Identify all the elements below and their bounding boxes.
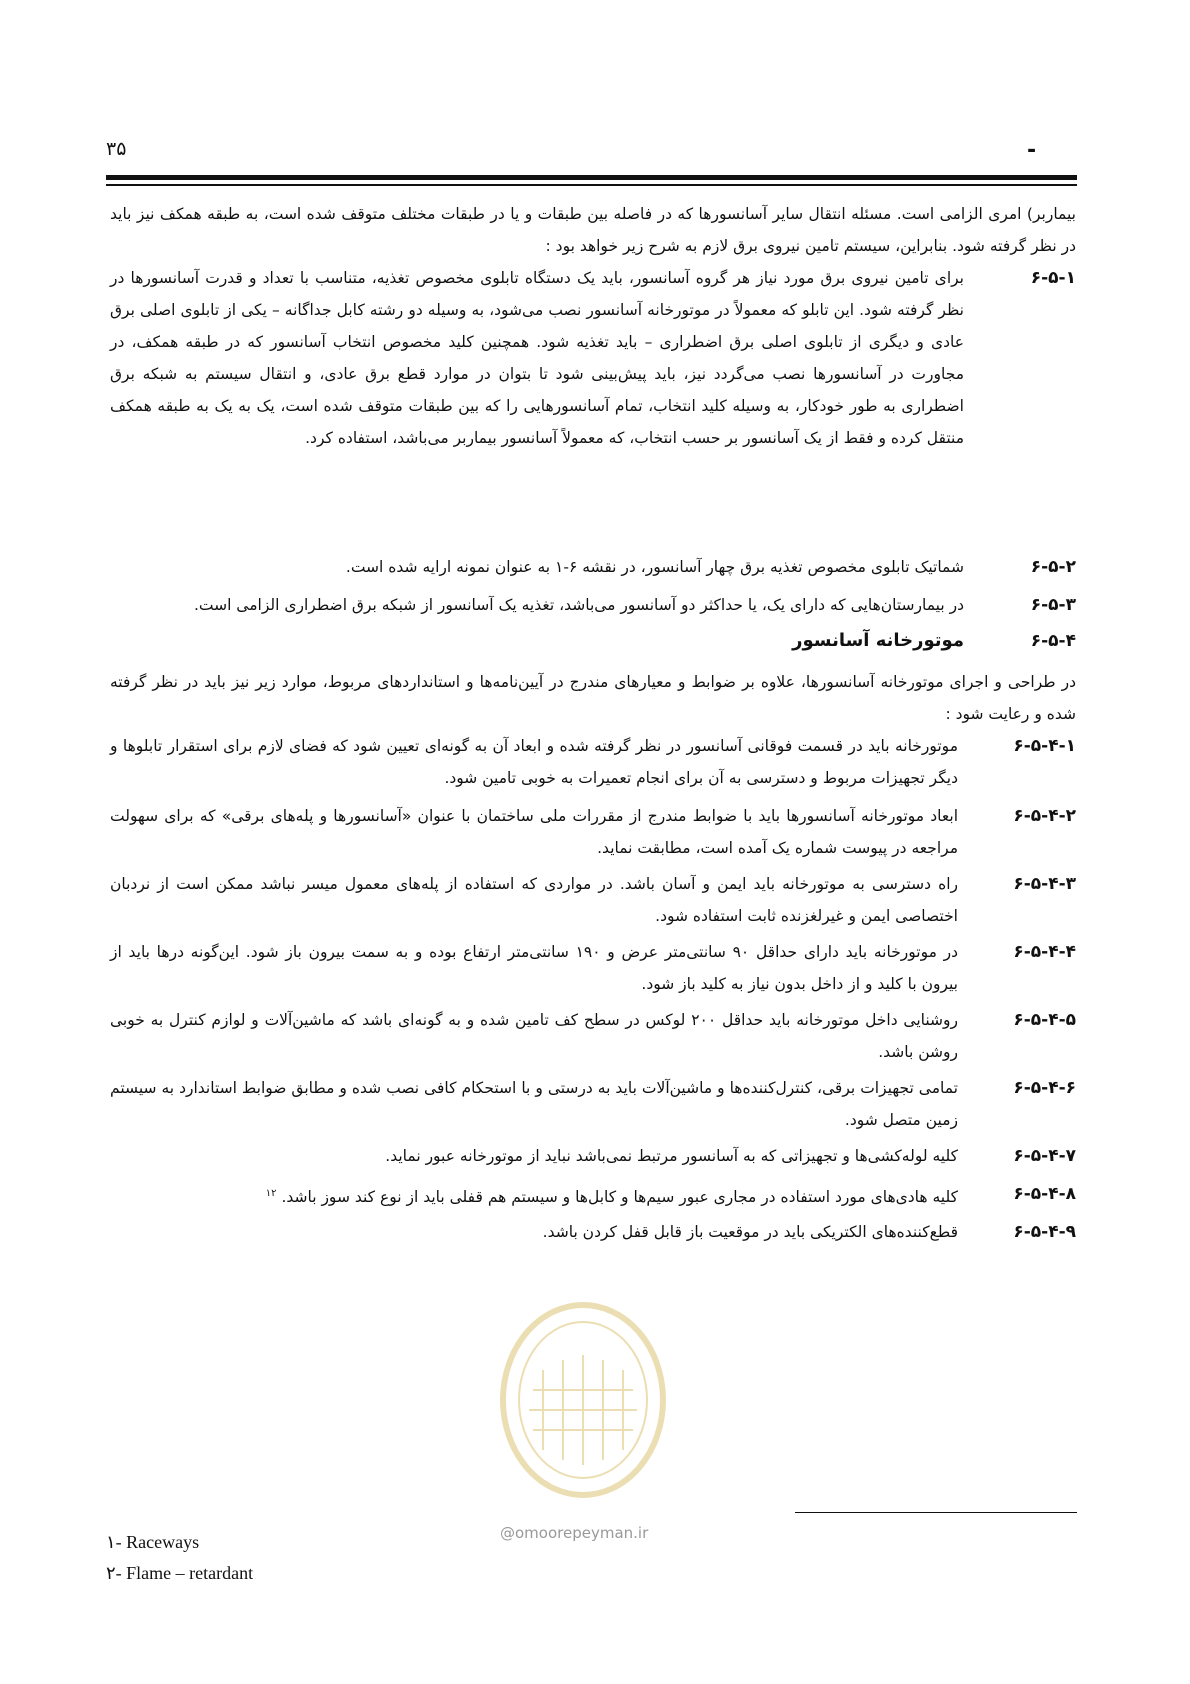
- subitem-9: [110, 1216, 1076, 1248]
- subitem-6: [110, 1072, 1076, 1136]
- item-text: ابعاد موتورخانه آسانسورها باید با ضوابط مندرج از مقررات ملی ساختمان با عنوان «آسانسورها و پله‌های برقی» که برای سهولت مراجعه در پیوست شماره یک آمده است، مطابقت نماید.: [110, 807, 958, 857]
- item-number: ۶-۵-۴: [1030, 631, 1076, 651]
- subitem-1: [110, 730, 1076, 794]
- item-text: روشنایی داخل موتورخانه باید حداقل ۲۰۰ لوکس در سطح کف تامین شده و به گونه‌ای باشد که ماشین‌آلات و لوازم کنترل به خوبی روشن باشد.: [110, 1011, 958, 1061]
- item-text: کلیه لوله‌کشی‌ها و تجهیزاتی که به آسانسور مرتبط نمی‌باشد نباید از موتورخانه عبور نماید.: [385, 1147, 958, 1165]
- item-number: ۶-۵-۳: [1030, 595, 1076, 615]
- item-number: ۶-۵-۴-۴: [1013, 942, 1076, 962]
- footnote-2: ۲- Flame – retardant: [106, 1563, 254, 1583]
- subitem-2: [110, 800, 1076, 864]
- item-text: شماتیک تابلوی مخصوص تغذیه برق چهار آسانسور، در نقشه ۶-۱ به عنوان نمونه ارایه شده است.: [345, 558, 964, 576]
- item-6-5-3: [110, 589, 1076, 621]
- item-text: [110, 1178, 958, 1213]
- item-number: ۶-۵-۴-۳: [1013, 874, 1076, 894]
- item-text: راه دسترسی به موتورخانه باید ایمن و آسان باشد. در مواردی که استفاده از پله‌های معمول میسر نباشد ممکن است از نردبان اختصاصی ایمن و غیرلغزنده ثابت استفاده شود.: [110, 875, 958, 925]
- item-number: ۶-۵-۴-۱: [1013, 736, 1076, 756]
- footnote-1: ۱- Raceways: [106, 1532, 200, 1552]
- watermark-url: @omoorepeyman.ir: [500, 1524, 649, 1542]
- item-number: ۶-۵-۱: [1030, 268, 1076, 288]
- item-text: قطع‌کننده‌های الکتریکی باید در موقعیت باز قابل قفل کردن باشد.: [542, 1223, 958, 1241]
- item-text: موتورخانه باید در قسمت فوقانی آسانسور در نظر گرفته شده و ابعاد آن به گونه‌ای تعیین شود که فضای لازم برای استقرار تابلوها و دیگر تجهیزات مربوط و دسترسی به آن برای انجام تعمیرات به خوبی تامین شود.: [110, 737, 958, 787]
- section-heading: [110, 625, 1076, 657]
- item-text: برای تامین نیروی برق مورد نیاز هر گروه آسانسور، باید یک دستگاه تابلوی مخصوص تغذیه، متناسب با تعداد و قدرت آسانسورها در نظر گرفته شود. این تابلو که معمولاً در موتورخانه آسانسور نصب می‌شود، به وسیله دو رشته کابل جداگانه – یکی از تابلوی اصلی برق عادی و دیگری از تابلوی اصلی برق اضطراری – باید تغذیه شود. همچنین کلید مخصوص انتخاب آسانسور که در طبقه همکف، در مجاورت در آسانسورها نصب می‌گردد نیز، باید پیش‌بینی شود تا بتوان در موارد قطع برق عادی، و انتقال سیستم به شبکه برق اضطراری به طور خودکار، به وسیله کلید انتخاب، تمام آسانسورهایی را که بین طبقات متوقف شده است، یک به یک به طبقه همکف منتقل کرده و فقط از یک آسانسور بر حسب انتخاب، که معمولاً آسانسور بیماربر می‌باشد، استفاده کرد.: [110, 269, 964, 447]
- item-number: ۶-۵-۴-۷: [1013, 1146, 1076, 1166]
- footnote-ref-2: ۲: [271, 1188, 277, 1199]
- item-number: ۶-۵-۴-۹: [1013, 1222, 1076, 1242]
- item-number: ۶-۵-۴-۵: [1013, 1010, 1076, 1030]
- watermark-seal-icon: [493, 1300, 673, 1520]
- item-text: تمامی تجهیزات برقی، کنترل‌کننده‌ها و ماشین‌آلات باید به درستی و با استحکام کافی نصب شده و مطابق ضوابط استاندارد به سیستم زمین متصل شود.: [110, 1079, 958, 1129]
- item-text-content: کلیه هادی‌های مورد استفاده در مجاری عبور سیم‌ها و کابل‌ها و سیستم هم قفلی باید از نوع کند سوز باشد.: [281, 1188, 958, 1207]
- item-6-5-1: [110, 262, 1076, 454]
- subitem-7: [110, 1140, 1076, 1172]
- item-text: در بیمارستان‌هایی که دارای یک، یا حداکثر دو آسانسور می‌باشد، تغذیه یک آسانسور از شبکه برق اضطراری الزامی است.: [193, 596, 964, 614]
- item-number: ۶-۵-۴-۸: [1013, 1184, 1076, 1204]
- item-number: ۶-۵-۲: [1030, 557, 1076, 577]
- subitem-5: [110, 1004, 1076, 1068]
- intro-paragraph: بیماربر) امری الزامی است. مسئله انتقال سایر آسانسورها که در فاصله بین طبقات و یا در طبقات مختلف متوقف شده است، به طبقه همکف نیز باید در نظر گرفته شود. بنابراین، سیستم تامین نیروی برق لازم به شرح زیر خواهد بود :: [110, 205, 1076, 255]
- item-6-5-2: [110, 551, 1076, 583]
- subitem-8: [110, 1178, 1076, 1213]
- heading-text: موتورخانه آسانسور: [792, 630, 964, 651]
- subitem-3: [110, 868, 1076, 932]
- section-intro: در طراحی و اجرای موتورخانه آسانسورها، علاوه بر ضوابط و معیارهای مندرج در آیین‌نامه‌ها و استانداردهای مربوط، موارد زیر نیز باید در نظر گرفته شده و رعایت شود :: [110, 673, 1076, 723]
- header-rule-thin: [106, 184, 1077, 186]
- item-number: ۶-۵-۴-۶: [1013, 1078, 1076, 1098]
- footnote-rule: [795, 1512, 1077, 1513]
- subitem-4: [110, 936, 1076, 1000]
- page-number: ۳۵: [106, 138, 127, 160]
- item-text: در موتورخانه باید دارای حداقل ۹۰ سانتی‌متر عرض و ۱۹۰ سانتی‌متر ارتفاع بوده و به سمت بیرون باز شود. این‌گونه درها باید از بیرون با کلید و از داخل بدون نیاز به کلید باز شود.: [110, 943, 958, 993]
- item-number: ۶-۵-۴-۲: [1013, 806, 1076, 826]
- header-mark: -: [1027, 138, 1037, 163]
- footnote-ref-1: ۱: [265, 1188, 272, 1199]
- header-rule-thick: [106, 175, 1077, 180]
